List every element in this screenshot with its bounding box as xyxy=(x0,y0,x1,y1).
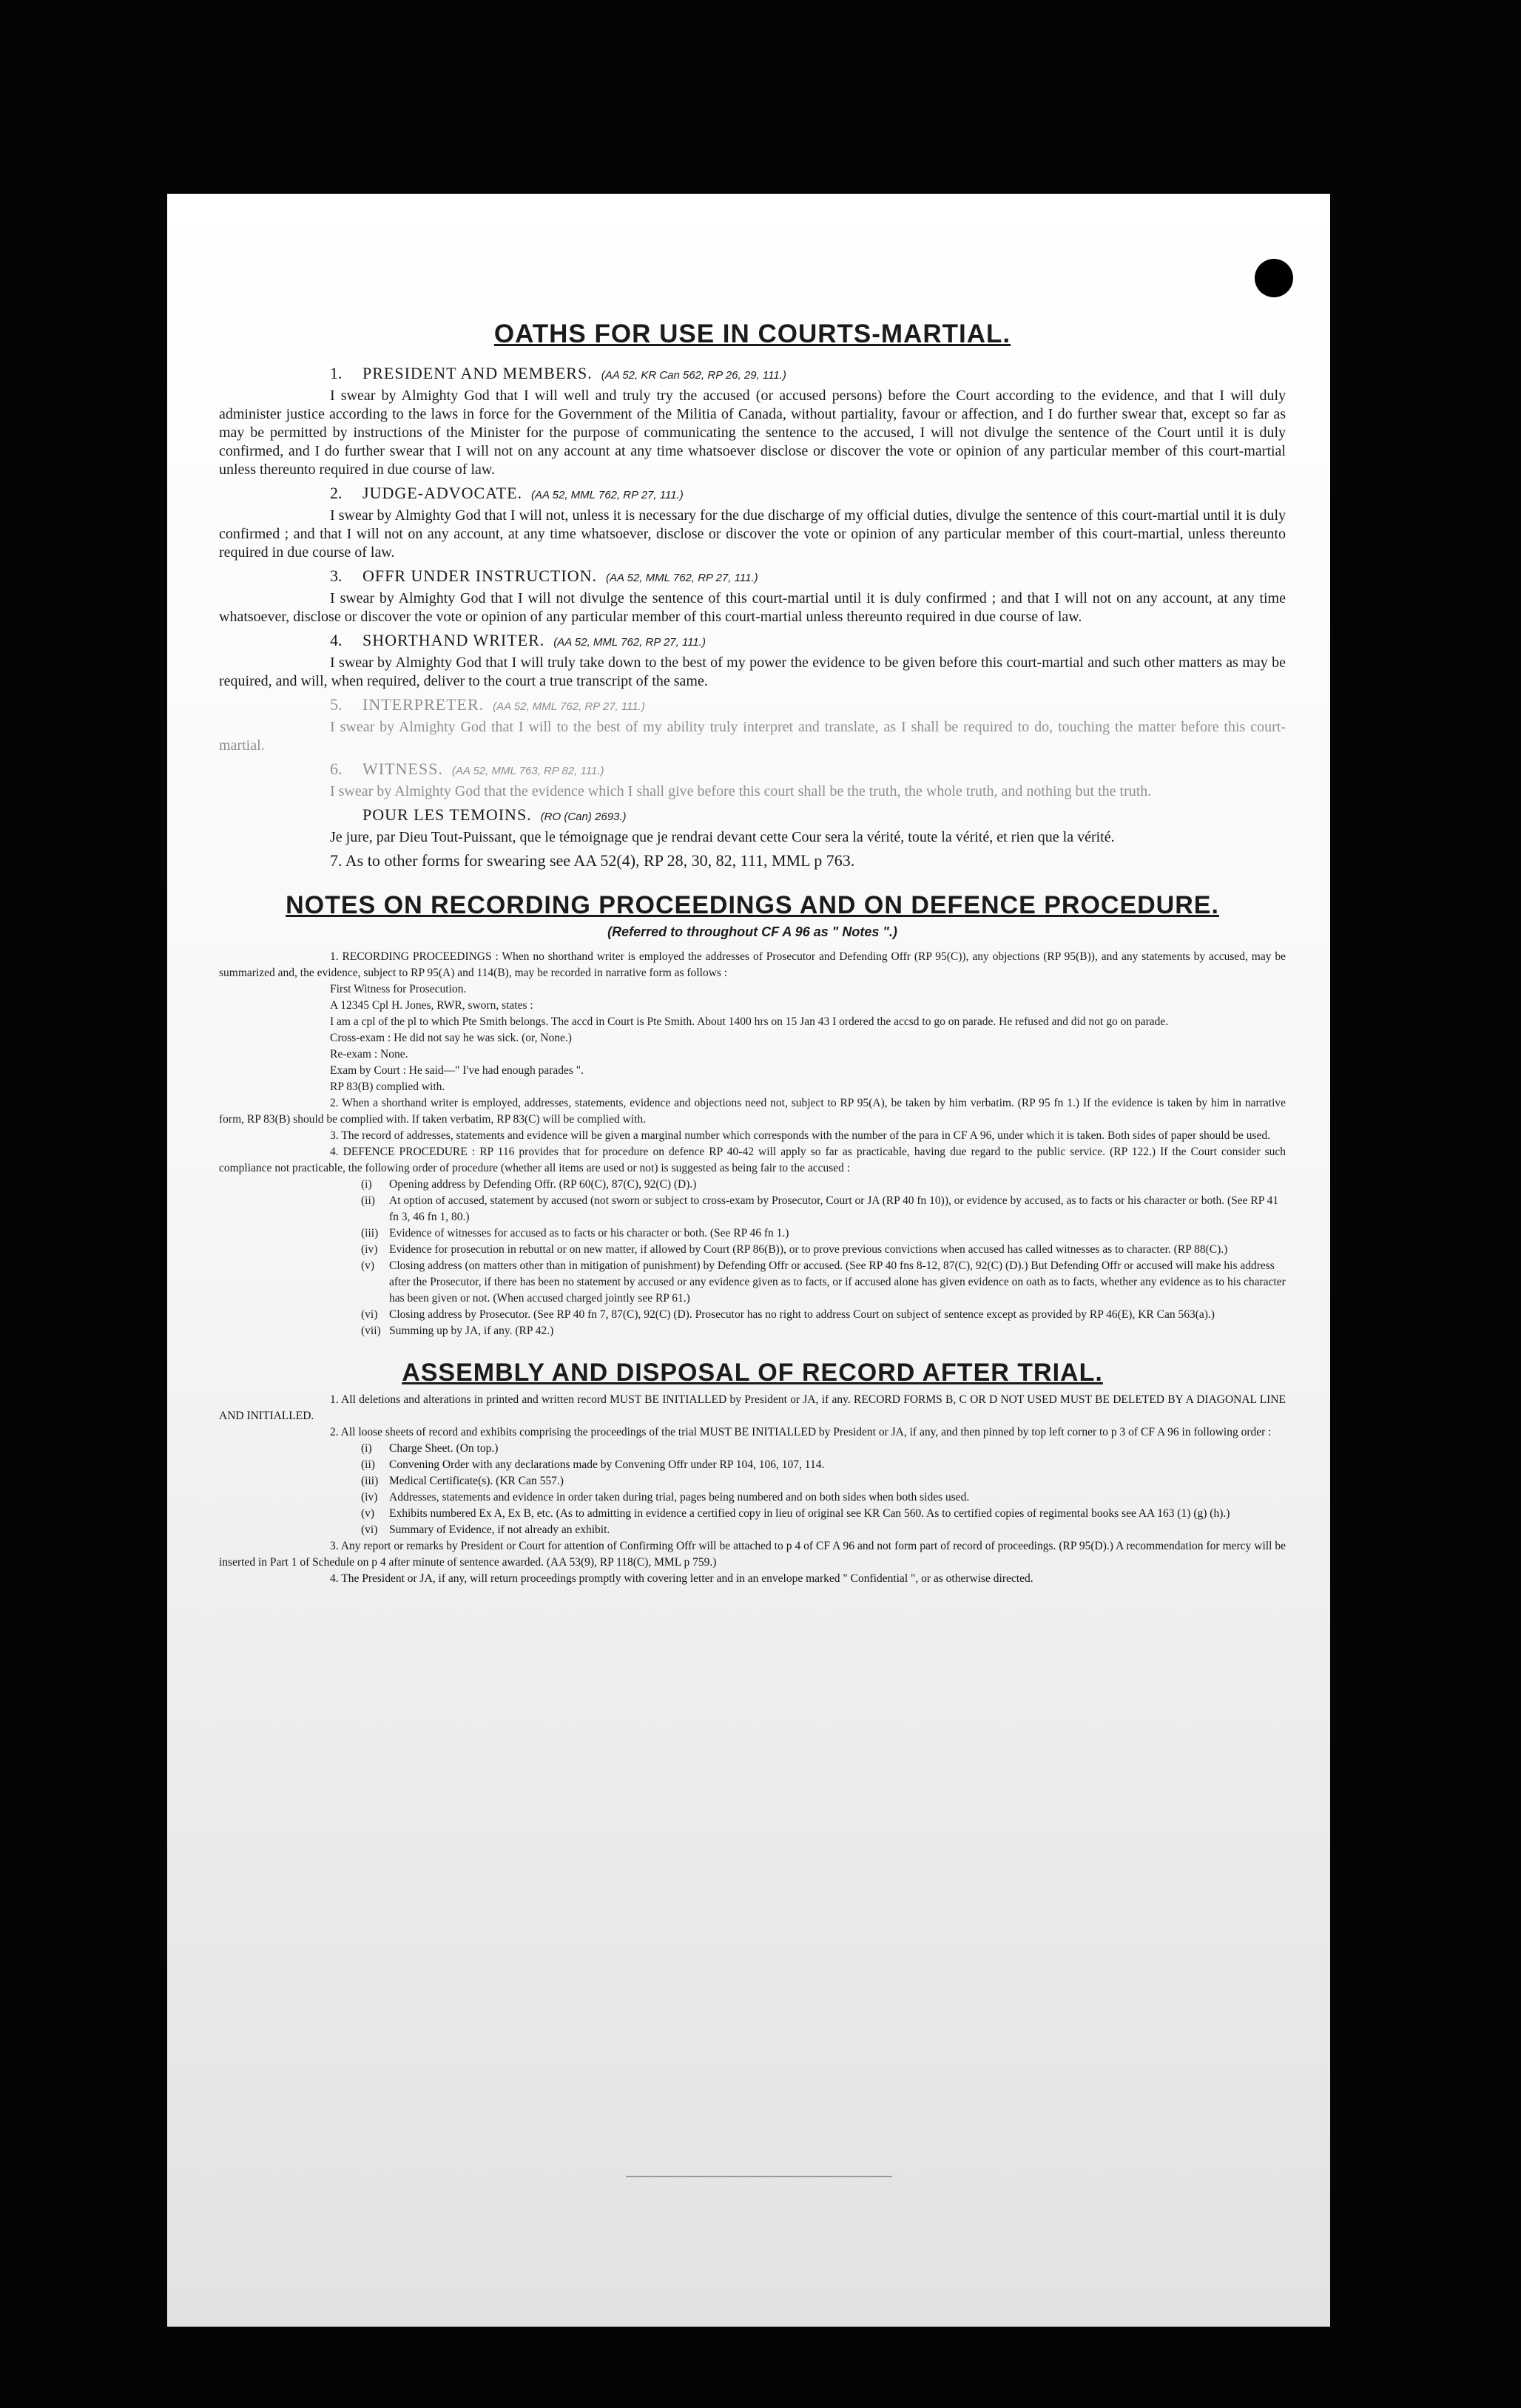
defence-procedure-list xyxy=(219,1177,1286,1339)
record-item: (iv) Addresses, statements and evidence in order taken during trial, pages being numbered and on both sides when both sides used. xyxy=(361,1491,970,1504)
oath-heading xyxy=(219,694,1286,718)
oath-title: WITNESS. xyxy=(362,760,443,778)
procedure-item: (ii) At option of accused, statement by accused (not sworn or subject to cross-exam by Prosecutor, Court or JA (RP 40 fn 10)), or evidence by accused, as to facts or his character or both. (See RP 41 fn 3, 46 fn 1, 80.) xyxy=(361,1194,1279,1223)
notes-heading: NOTES ON RECORDING PROCEEDINGS AND ON DEFENCE PROCEDURE. xyxy=(286,891,1219,919)
oath-block xyxy=(219,362,1286,479)
oath-block xyxy=(219,482,1286,562)
oath-reference: (AA 52, MML 762, RP 27, 111.) xyxy=(493,700,645,713)
record-item: (iii) Medical Certificate(s). (KR Can 557.) xyxy=(361,1475,564,1487)
oath-block xyxy=(219,804,1286,847)
oath-heading xyxy=(219,565,1286,589)
oath-number: 6. xyxy=(330,760,343,778)
procedure-item: (v) Closing address (on matters other than in mitigation of punishment) by Defending Offr or accused. (See RP 40 fns 8-12, 87(C), 92(C) (D).) But Defending Offr or accused will make his address after the Prosecutor, if there has been no statement by accused or any evidence given as to facts, or if accused alone has given evidence on oath as to facts, whether any evidence as to his character has been given or not. (When accused charged jointly see RP 61.) xyxy=(361,1259,1286,1305)
narrative-example xyxy=(219,981,1286,1095)
oath-block xyxy=(219,565,1286,626)
procedure-item: (i) Opening address by Defending Offr. (RP 60(C), 87(C), 92(C) (D).) xyxy=(361,1178,697,1191)
example-line: Cross-exam : He did not say he was sick. (or, None.) xyxy=(330,1032,572,1044)
oath-number: 2. xyxy=(330,484,343,502)
record-item: (ii) Convening Order with any declarations made by Convening Offr under RP 104, 106, 107, 114. xyxy=(361,1458,825,1471)
record-item: (vi) Summary of Evidence, if not already an exhibit. xyxy=(361,1523,610,1536)
punch-hole xyxy=(1255,259,1293,297)
example-line: Re-exam : None. xyxy=(330,1048,408,1061)
oaths-section xyxy=(219,362,1286,847)
oath-title: PRESIDENT AND MEMBERS. xyxy=(362,364,593,382)
oath-heading xyxy=(219,482,1286,507)
assembly-para-1: 1. All deletions and alterations in printed and written record MUST BE INITIALLED by President or JA, if any. RECORD FORMS B, C OR D NOT USED MUST BE DELETED BY A DIAGONAL LINE AND INITIALLED. xyxy=(219,1393,1286,1422)
oath-reference: (AA 52, KR Can 562, RP 26, 29, 111.) xyxy=(601,369,786,382)
procedure-item: (vi) Closing address by Prosecutor. (See RP 40 fn 7, 87(C), 92(C) (D). Prosecutor has no right to address Court on subject of sentence except as provided by RP 46(E), KR Can 563(a).) xyxy=(361,1308,1215,1321)
assembly-section xyxy=(219,1392,1286,1587)
oath-text: I swear by Almighty God that I will truly take down to the best of my power the evidence to be given before this court-martial and such other matters as may be required, and will, when required, deliver to the court a true transcript of the same. xyxy=(219,655,1286,689)
oath-reference: (AA 52, MML 762, RP 27, 111.) xyxy=(553,636,706,649)
example-line: RP 83(B) complied with. xyxy=(330,1080,445,1093)
oath-reference: (AA 52, MML 762, RP 27, 111.) xyxy=(605,572,758,584)
procedure-item: (iii) Evidence of witnesses for accused as to facts or his character or both. (See RP 46 fn 1.) xyxy=(361,1227,789,1239)
oath-text: I swear by Almighty God that I will well and truly try the accused (or accused persons) before the Court according to the evidence, and that I will duly administer justice according to the laws in force for the Government of the Militia of Canada, without partiality, favour or affection, and I do further swear that, except so far as may be permitted by instructions of the Minister for the purpose of communicating the sentence to the accused, I will not divulge the sentence of the Court until it is duly confirmed, and I do further swear that I will not on any account at any time whatsoever disclose or discover the vote or opinion of any particular member of this court-martial unless thereunto required in due course of law. xyxy=(219,388,1286,478)
oath-heading xyxy=(219,804,1286,828)
oath-number: 1. xyxy=(330,364,343,382)
footer-rule xyxy=(626,2176,892,2177)
record-item: (v) Exhibits numbered Ex A, Ex B, etc. (As to admitting in evidence a certified copy in lieu of original see KR Can 560. As to certified copies of regimental books see AA 163 (1) (g) (h).) xyxy=(361,1507,1230,1520)
assembly-para-2: 2. All loose sheets of record and exhibits comprising the proceedings of the trial MUST BE INITIALLED by President or JA, if any, and then pinned by top left corner to p 3 of CF A 96 in following order : xyxy=(330,1426,1272,1438)
oath-text: I swear by Almighty God that I will not divulge the sentence of this court-martial until it is duly confirmed ; and that I will not on any account, at any time whatsoever, disclose or discover the vote or opinion of any particular member of this court-martial unless thereunto required in due course of law. xyxy=(219,590,1286,625)
oath-text: Je jure, par Dieu Tout-Puissant, que le témoignage que je rendrai devant cette Cour sera la vérité, toute la vérité, et rien que la vérité. xyxy=(330,829,1115,845)
oath-text: I swear by Almighty God that I will to the best of my ability truly interpret and translate, as I shall be required to do, touching the matter before this court-martial. xyxy=(219,719,1286,754)
oath-other-forms: 7. As to other forms for swearing see AA 52(4), RP 28, 30, 82, 111, MML p 763. xyxy=(330,851,855,870)
oath-heading xyxy=(219,758,1286,782)
example-line: I am a cpl of the pl to which Pte Smith belongs. The accd in Court is Pte Smith. About 1400 hrs on 15 Jan 43 I ordered the accsd to go on parade. He refused and did not go on parade. xyxy=(330,1015,1169,1028)
oath-heading xyxy=(219,629,1286,654)
example-line: Exam by Court : He said—" I've had enough parades ". xyxy=(330,1064,584,1077)
oath-title: SHORTHAND WRITER. xyxy=(362,631,545,649)
procedure-item: (vii) Summing up by JA, if any. (RP 42.) xyxy=(361,1325,554,1337)
oath-title: INTERPRETER. xyxy=(362,695,485,714)
oath-title: JUDGE-ADVOCATE. xyxy=(362,484,523,502)
record-order-list xyxy=(219,1441,1286,1538)
example-line: First Witness for Prosecution. xyxy=(330,983,467,995)
notes-section xyxy=(219,949,1286,1339)
procedure-item: (iv) Evidence for prosecution in rebuttal or on new matter, if allowed by Court (RP 86(B)), or to prove previous convictions when accused has called witnesses as to character. (RP 88(C).) xyxy=(361,1243,1228,1256)
oath-reference: (AA 52, MML 762, RP 27, 111.) xyxy=(531,489,684,501)
oath-number: 3. xyxy=(330,567,343,585)
notes-para-4: 4. DEFENCE PROCEDURE : RP 116 provides that for procedure on defence RP 40-42 will apply so far as practicable, having due regard to the public service. (RP 122.) If the Court consider such compliance not practicable, the following order of procedure (whether all items are used or not) is suggested as being fair to the accused : xyxy=(219,1146,1286,1174)
notes-para-1: 1. RECORDING PROCEEDINGS : When no shorthand writer is employed the addresses of Prosecutor and Defending Offr (RP 95(C)), any objections (RP 95(B)), and any statements by accused, may be summarized and, the evidence, subject to RP 95(A) and 114(B), may be recorded in narrative form as follows : xyxy=(219,950,1286,979)
notes-para-3: 3. The record of addresses, statements and evidence will be given a marginal number which corresponds with the number of the para in CF A 96, under which it is taken. Both sides of paper should be used. xyxy=(330,1129,1270,1142)
oath-title: POUR LES TEMOINS. xyxy=(362,805,532,824)
oaths-heading: OATHS FOR USE IN COURTS-MARTIAL. xyxy=(493,319,1011,348)
oath-text: I swear by Almighty God that I will not, unless it is necessary for the due discharge of my official duties, divulge the sentence of this court-martial until it is duly confirmed ; and that I will not on any account, at any time whatsoever, disclose or discover the vote or opinion of any particular member of this court-martial, unless thereunto required in due course of law. xyxy=(219,507,1286,561)
oath-block xyxy=(219,629,1286,691)
oath-heading xyxy=(219,362,1286,387)
assembly-para-3: 3. Any report or remarks by President or Court for attention of Confirming Offr will be attached to p 4 of CF A 96 and not form part of record of proceedings. (RP 95(D).) A recommendation for mercy will be inserted in Part 1 of Schedule on p 4 after minute of sentence awarded. (AA 53(9), RP 118(C), MML p 759.) xyxy=(219,1540,1286,1569)
notes-para-2: 2. When a shorthand writer is employed, addresses, statements, evidence and objections need not, subject to RP 95(A), be taken by him verbatim. (RP 95 fn 1.) If the evidence is taken by him in narrative form, RP 83(B) should be complied with. If taken verbatim, RP 83(C) will be complied with. xyxy=(219,1097,1286,1126)
oath-number: 5. xyxy=(330,695,343,714)
oath-reference: (RO (Can) 2693.) xyxy=(540,811,627,823)
oath-reference: (AA 52, MML 763, RP 82, 111.) xyxy=(451,765,604,777)
notes-reference: (Referred to throughout CF A 96 as " Notes ".) xyxy=(607,924,897,939)
assembly-heading: ASSEMBLY AND DISPOSAL OF RECORD AFTER TRIAL. xyxy=(402,1359,1103,1387)
oath-number: 4. xyxy=(330,631,343,649)
example-line: A 12345 Cpl H. Jones, RWR, sworn, states : xyxy=(330,999,533,1012)
document-page xyxy=(167,194,1330,2327)
record-item: (i) Charge Sheet. (On top.) xyxy=(361,1442,499,1455)
oath-text: I swear by Almighty God that the evidence which I shall give before this court shall be the truth, the whole truth, and nothing but the truth. xyxy=(330,783,1152,799)
assembly-para-4: 4. The President or JA, if any, will return proceedings promptly with covering letter and in an envelope marked " Confidential ", or as otherwise directed. xyxy=(330,1572,1033,1585)
oath-block xyxy=(219,694,1286,755)
oath-title: OFFR UNDER INSTRUCTION. xyxy=(362,567,597,585)
oath-block xyxy=(219,758,1286,801)
